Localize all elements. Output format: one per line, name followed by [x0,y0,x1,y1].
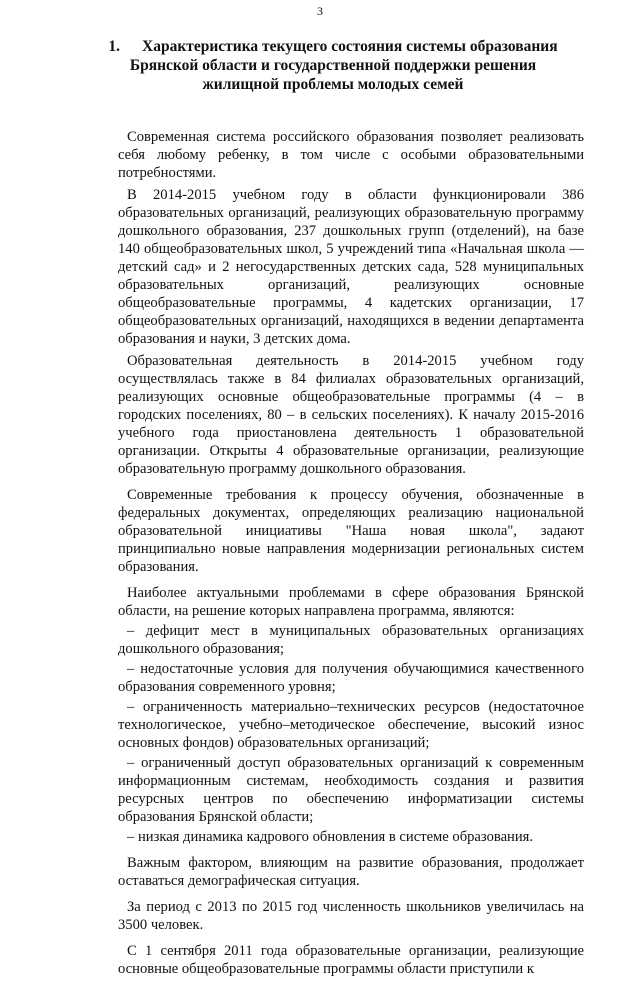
paragraph: Современная система российского образования позволяет реализовать себя любому ребенку, в том числе с особыми образовательными потребностями. [118,129,584,181]
list-item: – низкая динамика кадрового обновления в системе образования. [127,829,534,845]
list-item: – ограниченность материально–технических ресурсов (недостаточное технологическое, учебно–методическое обеспечение, высокий износ основных фондов) образовательных организаций; [118,699,584,751]
paragraph: С 1 сентября 2011 года образовательные организации, реализующие основные общеобразовательные программы области приступили к [118,943,584,977]
section-title: Характеристика текущего состояния системы образования Брянской области и государственной поддержки решения жилищной проблемы молодых семей [129,38,558,93]
paragraph: Современные требования к процессу обучения, обозначенные в федеральных документах, определяющих реализацию национальной образовательной инициативы "Наша новая школа", задают принципиально новые направления модернизации региональных систем образования. [118,487,584,575]
page-number: 3 [317,4,323,18]
paragraph: В 2014-2015 учебном году в области функционировали 386 образовательных организаций, реализующих образовательную программу дошкольного образования, 237 дошкольных групп (отделений), на базе 140 общеобразовательных школ, 5 учреждений типа «Начальная школа — детский сад» и 2 негосударственных детских сада, 528 муниципальных образовательных организаций, реализующих основные общеобразовательные программы, 4 кадетских организации, 17 общеобразовательных организаций, находящихся в ведении департамента образования и науки, 3 детских дома. [118,187,584,347]
list-item: – дефицит мест в муниципальных образовательных организациях дошкольного образования; [118,623,584,657]
section-heading [103,37,563,94]
paragraph: Важным фактором, влияющим на развитие образования, продолжает оставаться демографическая ситуация. [118,855,584,889]
document-body [118,128,584,982]
list-item: – ограниченный доступ образовательных организаций к современным информационным системам, необходимость создания и развития ресурсных центров по обеспечению информатизации системы образования Брянской области; [118,755,584,825]
paragraph: За период с 2013 по 2015 год численность школьников увеличилась на 3500 человек. [118,899,584,933]
paragraph: Образовательная деятельность в 2014-2015 учебном году осуществлялась также в 84 филиалах образовательных организаций, реализующих основные общеобразовательные программы (4 – в городских поселениях, 80 – в сельских поселениях). К началу 2015-2016 учебного года приостановлена деятельность 1 образовательной организации. Открыты 4 образовательные организации, реализующие образовательную программу дошкольного образования. [118,353,584,477]
paragraph: Наиболее актуальными проблемами в сфере образования Брянской области, на решение которых направлена программа, являются: [118,585,584,619]
section-number: 1. [108,38,121,55]
list-item: – недостаточные условия для получения обучающимися качественного образования современного уровня; [118,661,584,695]
